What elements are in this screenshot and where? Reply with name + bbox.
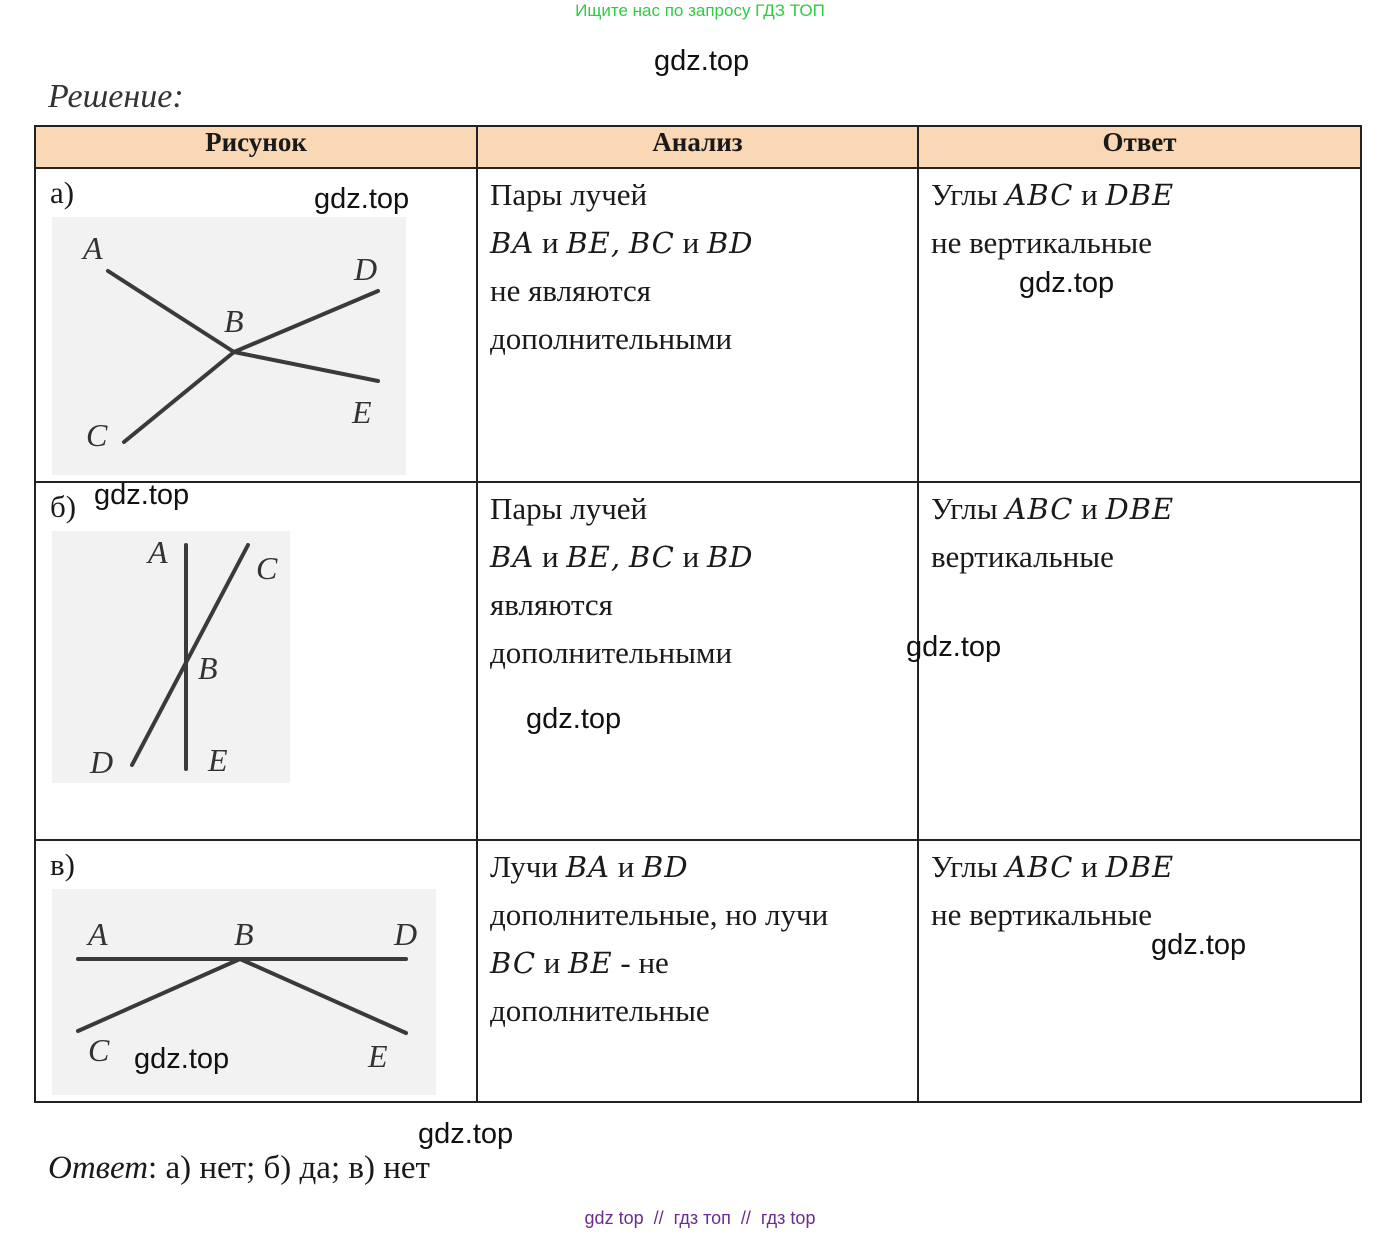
- table-row: [35, 168, 1361, 482]
- row-label: б): [50, 489, 77, 524]
- table-header-row: [35, 126, 1361, 168]
- analysis-line: дополнительными: [490, 635, 733, 670]
- header-analysis: Анализ: [477, 126, 918, 168]
- ray-name: BD: [706, 226, 754, 260]
- answer-line: [931, 843, 1348, 891]
- answer-line: вертикальные: [931, 539, 1114, 574]
- answer-cell: [918, 168, 1361, 482]
- answer-word: Углы: [931, 491, 998, 526]
- point-label: C: [256, 550, 278, 586]
- analysis-cell: [477, 840, 918, 1102]
- analysis-line: [490, 843, 905, 891]
- point-label: B: [198, 650, 218, 686]
- analysis-cell: [477, 168, 918, 482]
- conjunction: и: [617, 849, 635, 884]
- watermark: gdz.top: [94, 479, 190, 511]
- footer-links[interactable]: gdz top // гдз топ // гдз top: [584, 1208, 816, 1228]
- ray-name: BA: [490, 226, 535, 260]
- watermark: gdz.top: [906, 631, 1002, 663]
- answer-line: не вертикальные: [931, 225, 1152, 260]
- angle-name: DBE: [1105, 492, 1175, 526]
- analysis-line: [490, 219, 905, 267]
- figure-c: [36, 841, 476, 1101]
- ray-name: BD: [706, 540, 754, 574]
- analysis-line: [490, 533, 905, 581]
- point-label: D: [394, 916, 418, 952]
- watermark: gdz.top: [314, 183, 410, 215]
- answer-line: [931, 171, 1348, 219]
- conjunction: и: [1081, 849, 1098, 884]
- figure-a: [36, 169, 476, 481]
- angle-name: DBE: [1105, 850, 1175, 884]
- conjunction: и: [682, 225, 700, 260]
- table-row: [35, 840, 1361, 1102]
- analysis-word: Лучи: [490, 849, 558, 884]
- figure-cell: [35, 479, 477, 840]
- analysis-line: Пары лучей: [490, 491, 648, 526]
- row-label: в): [50, 847, 75, 882]
- analysis-line: Пары лучей: [490, 177, 648, 212]
- conjunction: и: [542, 225, 559, 260]
- figure-cell: [35, 168, 477, 482]
- watermark: gdz.top: [1019, 267, 1115, 299]
- solution-table: [34, 125, 1362, 1103]
- analysis-line: не являются: [490, 273, 652, 308]
- ray-name: BC: [628, 226, 675, 260]
- answer-word: Углы: [931, 177, 998, 212]
- point-label: A: [88, 916, 108, 952]
- conjunction: и: [1081, 491, 1098, 526]
- point-label: D: [354, 251, 378, 287]
- row-label: а): [50, 175, 75, 210]
- ray-name: BE,: [566, 226, 622, 260]
- point-label: C: [88, 1032, 110, 1068]
- watermark: gdz.top: [1151, 929, 1247, 961]
- watermark: gdz.top: [526, 703, 622, 735]
- watermark: gdz.top: [418, 1118, 514, 1150]
- table-row: [35, 482, 1361, 840]
- point-label: D: [90, 744, 114, 780]
- point-label: A: [148, 534, 168, 570]
- figure-cell: [35, 840, 477, 1102]
- watermark: gdz.top: [654, 45, 750, 77]
- header-answer: Ответ: [918, 126, 1361, 168]
- analysis-line: дополнительными: [490, 321, 733, 356]
- conjunction: и: [1081, 177, 1098, 212]
- point-label: B: [234, 916, 254, 952]
- point-label: E: [208, 742, 228, 778]
- ray-name: BD: [642, 850, 689, 884]
- conjunction: и: [542, 539, 559, 574]
- point-label: E: [352, 394, 372, 430]
- ray-name: BA: [565, 850, 610, 884]
- analysis-line: дополнительные: [490, 993, 710, 1028]
- conjunction: и: [543, 945, 561, 980]
- angle-name: DBE: [1105, 178, 1175, 212]
- final-answer: [48, 1150, 430, 1187]
- analysis-line: дополнительные, но лучи: [490, 897, 829, 932]
- answer-word: Углы: [931, 849, 998, 884]
- point-label: A: [83, 230, 103, 266]
- watermark: gdz.top: [134, 1043, 230, 1075]
- top-banner[interactable]: Ищите нас по запросу ГДЗ ТОП: [575, 1, 825, 20]
- ray-name: BE: [568, 946, 613, 980]
- angle-name: ABC: [1005, 850, 1074, 884]
- point-label: B: [224, 303, 244, 339]
- figure-b: [36, 483, 476, 839]
- final-answer-text: : а) нет; б) да; в) нет: [148, 1150, 430, 1186]
- ray-name: BE,: [566, 540, 622, 574]
- ray-name: BC: [490, 946, 537, 980]
- angle-name: ABC: [1005, 178, 1074, 212]
- point-label: C: [86, 417, 108, 453]
- header-figure: Рисунок: [35, 126, 477, 168]
- solution-heading: Решение:: [48, 78, 184, 115]
- analysis-line: являются: [490, 587, 613, 622]
- conjunction: и: [682, 539, 700, 574]
- final-answer-label: Ответ: [48, 1150, 149, 1186]
- angle-name: ABC: [1005, 492, 1074, 526]
- answer-line: [931, 485, 1348, 533]
- analysis-word: - не: [620, 945, 669, 980]
- ray-name: BA: [490, 540, 535, 574]
- answer-line: не вертикальные: [931, 897, 1152, 932]
- ray-name: BC: [628, 540, 675, 574]
- analysis-line: [490, 939, 905, 987]
- answer-cell: [918, 840, 1361, 1102]
- point-label: E: [368, 1038, 388, 1074]
